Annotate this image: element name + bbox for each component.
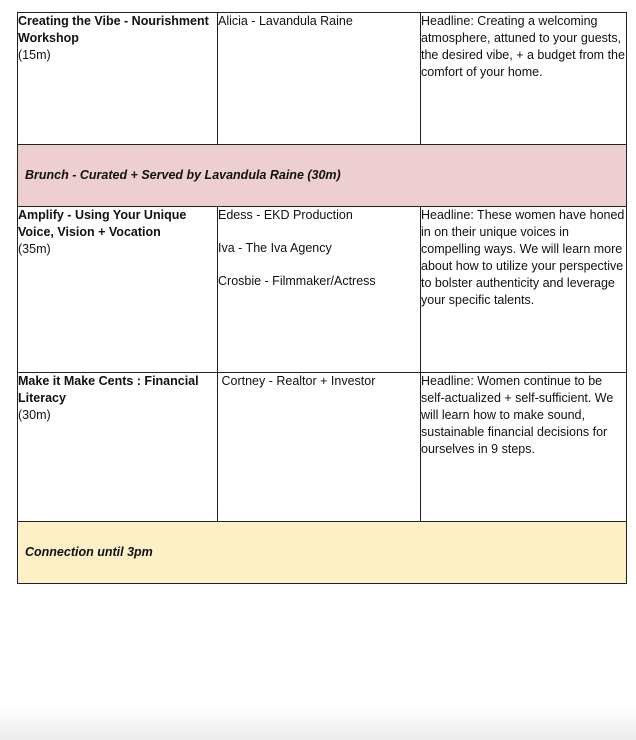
speaker-name: Iva - The Iva Agency: [218, 241, 332, 255]
speakers-cell: [218, 13, 421, 145]
table-row: [18, 13, 627, 145]
headline-cell: [421, 13, 627, 145]
table-row: [18, 522, 627, 584]
session-cell: [18, 207, 218, 373]
headline-cell: [421, 373, 627, 522]
table-row: [18, 373, 627, 522]
session-title: Creating the Vibe - Nourishment Workshop: [18, 14, 209, 45]
session-headline: Headline: These women have honed in on their unique voices in compelling ways. We will learn more about how to utilize your perspective to bolster authenticity and leverage your specific talents.: [421, 208, 625, 307]
headline-cell: [421, 207, 627, 373]
speakers-cell: [218, 207, 421, 373]
session-title: Make it Make Cents : Financial Literacy: [18, 374, 199, 405]
bottom-shadow: [0, 706, 636, 740]
session-headline: Headline: Creating a welcoming atmosphere, attuned to your guests, the desired vibe, + a budget from the comfort of your home.: [421, 14, 625, 79]
session-duration: (35m): [18, 242, 51, 256]
session-headline: Headline: Women continue to be self-actualized + self-sufficient. We will learn how to make sound, sustainable financial decisions for ourselves in 9 steps.: [421, 374, 614, 456]
connection-banner: Connection until 3pm: [18, 522, 627, 584]
session-duration: (30m): [18, 408, 51, 422]
speakers-cell: [218, 373, 421, 522]
session-cell: [18, 373, 218, 522]
speaker-name: Crosbie - Filmmaker/Actress: [218, 274, 376, 288]
table-row: [18, 145, 627, 207]
session-title: Amplify - Using Your Unique Voice, Vision + Vocation: [18, 208, 187, 239]
speaker-name: Edess - EKD Production: [218, 208, 353, 222]
table-row: [18, 207, 627, 373]
speaker-name: Cortney - Realtor + Investor: [218, 374, 376, 388]
speaker-name: Alicia - Lavandula Raine: [218, 14, 353, 28]
session-duration: (15m): [18, 48, 51, 62]
session-cell: [18, 13, 218, 145]
schedule-table: [17, 12, 627, 584]
brunch-banner: Brunch - Curated + Served by Lavandula Raine (30m): [18, 145, 627, 207]
